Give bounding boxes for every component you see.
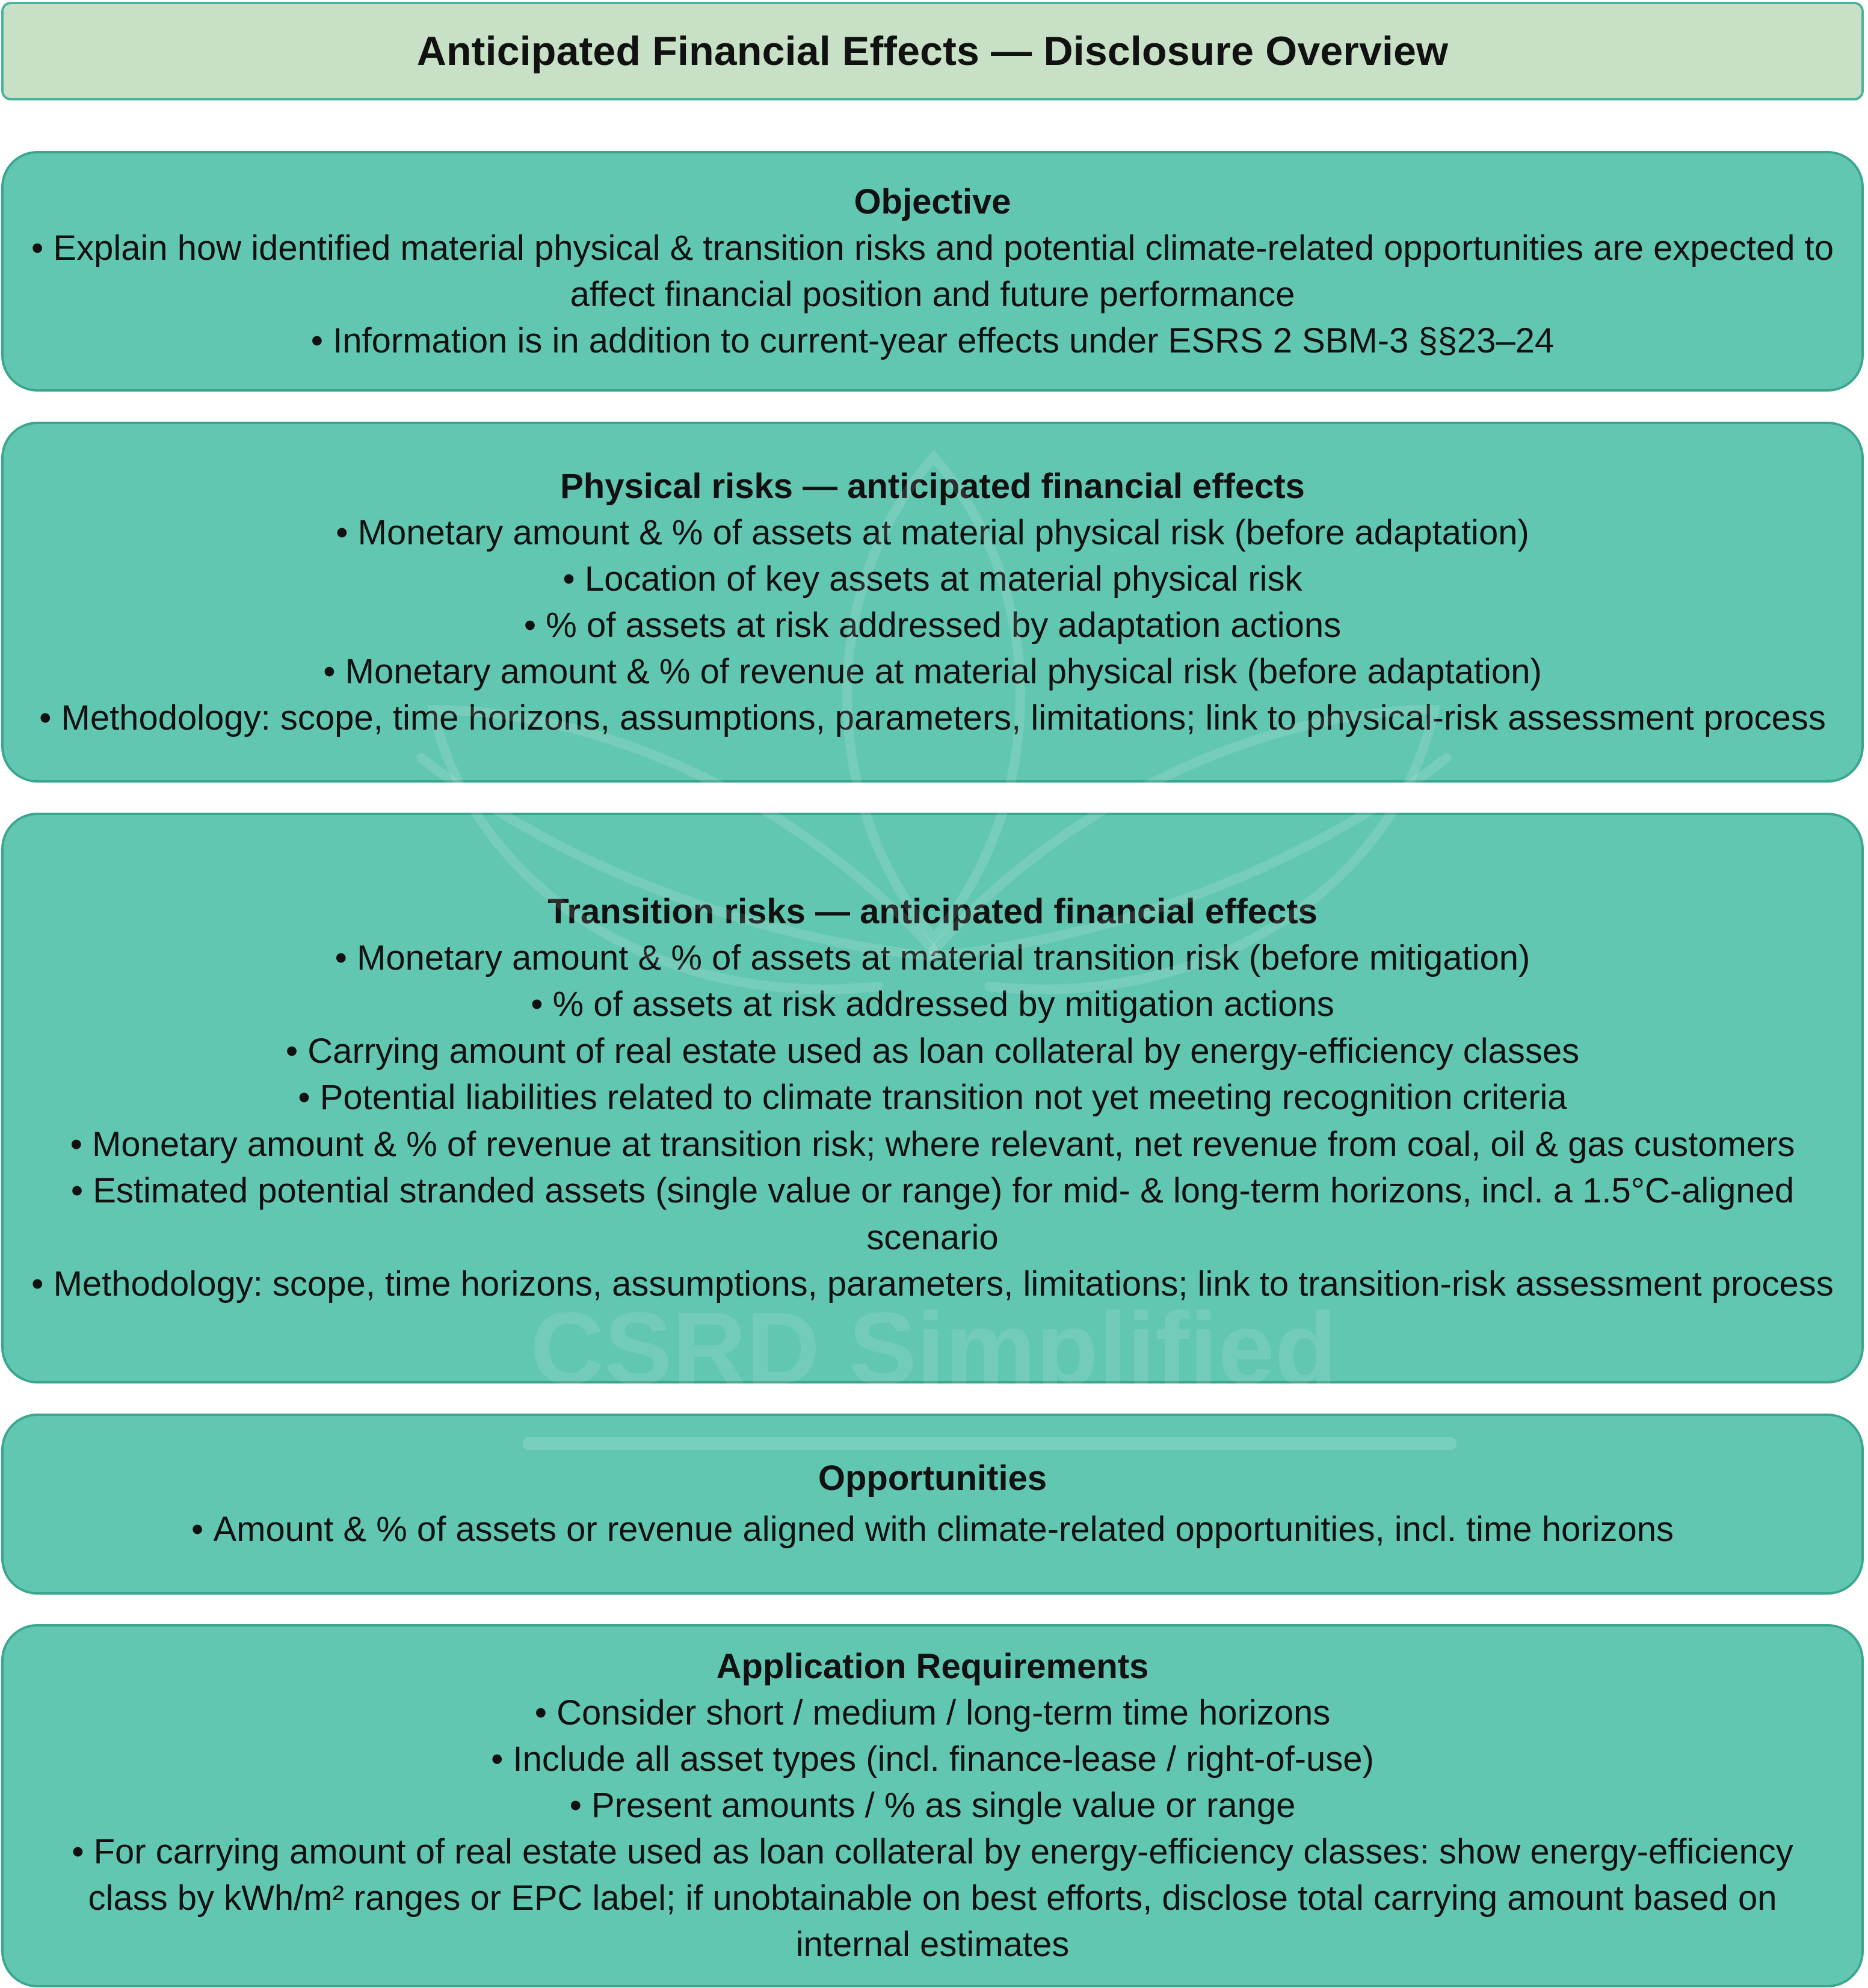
section-heading: Physical risks — anticipated financial effects: [560, 466, 1305, 506]
bullet-item: • Include all asset types (incl. finance-lease / right-of-use): [28, 1736, 1837, 1782]
bullet-item: • Present amounts / % as single value or range: [28, 1782, 1837, 1829]
bullet-list: [39, 509, 1826, 741]
bullet-list: [28, 225, 1837, 364]
physical-risks-section: [1, 422, 1864, 783]
bullet-item: • Estimated potential stranded assets (single value or range) for mid- & long-term horizons, incl. a 1.5°C-aligned scenario: [28, 1168, 1837, 1261]
bullet-item: • % of assets at risk addressed by mitigation actions: [28, 981, 1837, 1028]
diagram-title: Anticipated Financial Effects — Disclosure Overview: [416, 28, 1449, 74]
transition-risks-section: [1, 813, 1864, 1383]
bullet-item: • Consider short / medium / long-term time horizons: [28, 1690, 1837, 1736]
bullet-item: • % of assets at risk addressed by adaptation actions: [39, 602, 1826, 648]
objective-section: [1, 151, 1864, 392]
section-heading: Application Requirements: [716, 1647, 1149, 1686]
bullet-item: • Methodology: scope, time horizons, assumptions, parameters, limitations; link to transition-risk assessment process: [28, 1261, 1837, 1308]
diagram-title-box: [1, 2, 1864, 100]
bullet-item: • Information is in addition to current-year effects under ESRS 2 SBM-3 §§23–24: [28, 318, 1837, 364]
application-requirements-section: [1, 1624, 1864, 1987]
section-heading: Opportunities: [818, 1459, 1047, 1498]
bullet-item: • Methodology: scope, time horizons, assumptions, parameters, limitations; link to physical-risk assessment process: [39, 695, 1826, 741]
bullet-list: [28, 935, 1837, 1308]
bullet-list: [191, 1506, 1674, 1553]
bullet-item: • Carrying amount of real estate used as loan collateral by energy-efficiency classes: [28, 1028, 1837, 1075]
bullet-item: • Potential liabilities related to climate transition not yet meeting recognition criteria: [28, 1074, 1837, 1121]
section-heading: Objective: [854, 182, 1011, 221]
bullet-item: • Explain how identified material physical & transition risks and potential climate-related opportunities are expected to affect financial position and future performance: [28, 225, 1837, 318]
bullet-item: • Monetary amount & % of revenue at material physical risk (before adaptation): [39, 648, 1826, 695]
opportunities-section: [1, 1414, 1864, 1595]
bullet-item: • For carrying amount of real estate used as loan collateral by energy-efficiency classes: show energy-efficiency class by kWh/m² ranges or EPC label; if unobtainable on best efforts, disclose total carrying amount based on internal estimates: [28, 1829, 1837, 1968]
bullet-item: • Monetary amount & % of revenue at transition risk; where relevant, net revenue from coal, oil & gas customers: [28, 1121, 1837, 1168]
bullet-item: • Monetary amount & % of assets at material transition risk (before mitigation): [28, 935, 1837, 982]
section-heading: Transition risks — anticipated financial effects: [547, 891, 1318, 931]
bullet-item: • Amount & % of assets or revenue aligned with climate-related opportunities, incl. time horizons: [191, 1506, 1674, 1553]
bullet-list: [28, 1690, 1837, 1968]
bullet-item: • Location of key assets at material physical risk: [39, 556, 1826, 602]
bullet-item: • Monetary amount & % of assets at material physical risk (before adaptation): [39, 509, 1826, 556]
